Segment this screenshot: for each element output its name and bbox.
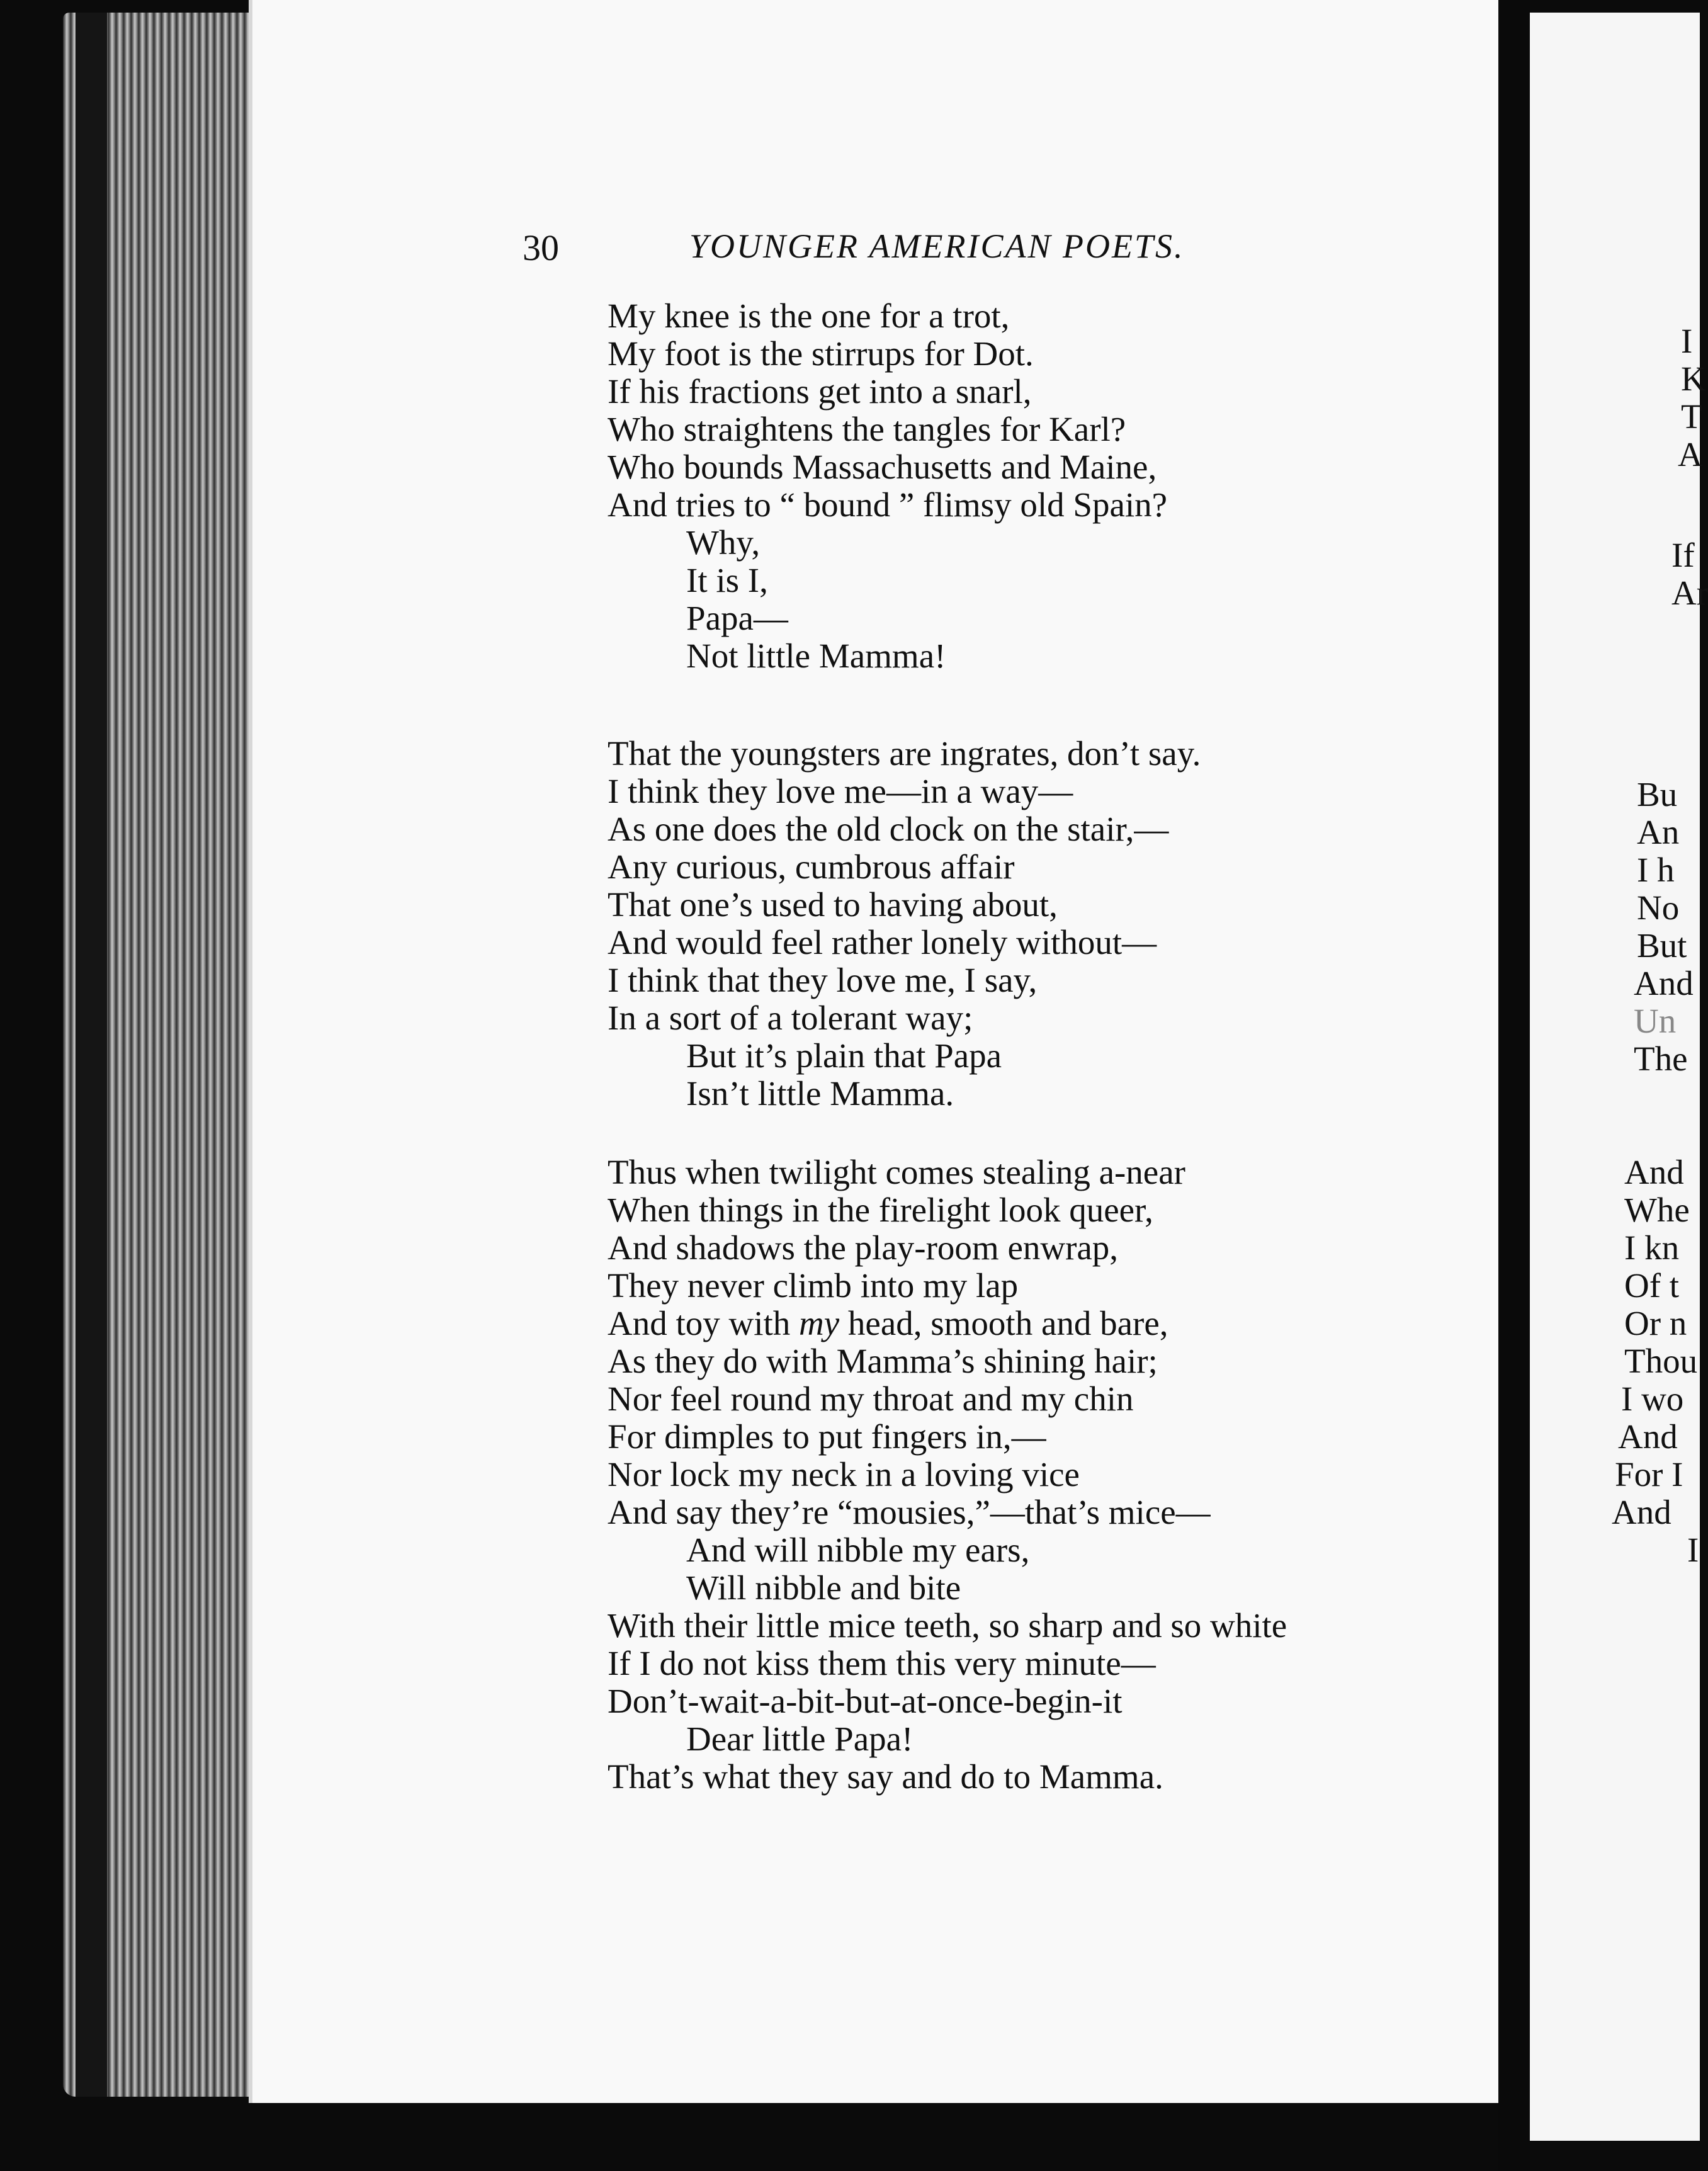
facing-fragment: Whe (1624, 1191, 1690, 1229)
poem-line: And tries to “ bound ” flimsy old Spain? (608, 485, 1168, 524)
running-title: YOUNGER AMERICAN POETS. (689, 227, 1185, 265)
facing-fragment: The (1634, 1040, 1688, 1078)
facing-fragment: For I (1615, 1455, 1683, 1494)
poem-line: If his fractions get into a snarl, (608, 372, 1032, 411)
facing-fragment: K (1681, 360, 1706, 398)
poem-line: As one does the old clock on the stair,— (608, 810, 1169, 848)
poem-line: Who straightens the tangles for Karl? (608, 410, 1126, 448)
poem-line: Nor lock my neck in a loving vice (608, 1455, 1080, 1494)
poem-line: Why, (686, 523, 761, 562)
facing-page (1530, 13, 1708, 2141)
poem-line: I think that they love me, I say, (608, 961, 1038, 999)
poem-line: Papa— (686, 599, 788, 637)
facing-fragment: But (1637, 926, 1687, 965)
page-number: 30 (523, 227, 559, 268)
poem-line: Isn’t little Mamma. (686, 1074, 954, 1113)
facing-fragment: I wo (1621, 1380, 1684, 1418)
poem-line: In a sort of a tolerant way; (608, 999, 973, 1037)
poem-line: With their little mice teeth, so sharp and so white (608, 1606, 1287, 1645)
poem-line: That one’s used to having about, (608, 885, 1058, 924)
facing-fragment: And (1612, 1493, 1671, 1531)
poem-line: As they do with Mamma’s shining hair; (608, 1342, 1158, 1380)
facing-fragment: And (1634, 964, 1694, 1002)
poem-line: Not little Mamma! (686, 637, 946, 675)
facing-fragment: A (1678, 435, 1703, 473)
poem-line: My knee is the one for a trot, (608, 297, 1010, 335)
poem-line: Dear little Papa! (686, 1720, 913, 1758)
facing-fragment: Or n (1624, 1304, 1687, 1342)
poem-line: They never climb into my lap (608, 1266, 1019, 1305)
poem-line: It is I, (686, 561, 768, 599)
poem-line: When things in the firelight look queer, (608, 1191, 1153, 1229)
poem-line: And say they’re “mousies,”—that’s mice— (608, 1493, 1211, 1531)
poem-line: And will nibble my ears, (686, 1531, 1030, 1569)
emphasized-word: my (799, 1304, 840, 1342)
poem-line: Who bounds Massachusetts and Maine, (608, 448, 1157, 486)
poem-line: I think they love me—in a way— (608, 772, 1073, 810)
poem-line: Will nibble and bite (686, 1568, 961, 1607)
poem-line: For dimples to put fingers in,— (608, 1417, 1046, 1456)
poem-line: If I do not kiss them this very minute— (608, 1644, 1156, 1682)
poem-line: Any curious, cumbrous affair (608, 847, 1015, 886)
poem-line: But it’s plain that Papa (686, 1036, 1002, 1075)
book-gutter (1498, 0, 1530, 2171)
poem-line: And would feel rather lonely without— (608, 923, 1157, 961)
facing-fragment: Un (1634, 1002, 1677, 1040)
facing-fragment: I (1687, 1531, 1699, 1569)
facing-fragment: I h (1637, 851, 1675, 889)
poem-line (608, 1303, 1168, 1343)
poem-line: That the youngsters are ingrates, don’t say. (608, 734, 1201, 773)
facing-fragment: I kn (1624, 1228, 1680, 1267)
facing-fragment: Bu (1637, 775, 1678, 813)
facing-fragment: Ar (1671, 574, 1708, 612)
poem-line: And shadows the play-room enwrap, (608, 1228, 1119, 1267)
poem-line: That’s what they say and do to Mamma. (608, 1757, 1163, 1796)
book-edge-shadow (76, 13, 107, 2097)
facing-fragment: I (1681, 322, 1693, 360)
facing-fragment: Thou (1624, 1342, 1698, 1380)
facing-fragment: No (1637, 888, 1680, 927)
facing-fragment: T (1681, 397, 1702, 436)
poem-line-text: And toy with (608, 1304, 800, 1342)
poem-line: Thus when twilight comes stealing a-near (608, 1153, 1185, 1191)
facing-fragment: And (1618, 1417, 1678, 1456)
facing-fragment: If (1671, 536, 1695, 574)
poem-line: My foot is the stirrups for Dot. (608, 334, 1034, 373)
poem-line: Nor feel round my throat and my chin (608, 1380, 1134, 1418)
facing-fragment: An (1637, 813, 1680, 851)
facing-fragment: Of t (1624, 1266, 1680, 1305)
poem-line-text: head, smooth and bare, (839, 1304, 1168, 1342)
facing-fragment: And (1624, 1153, 1684, 1191)
poem-line: Don’t-wait-a-bit-but-at-once-begin-it (608, 1682, 1123, 1720)
